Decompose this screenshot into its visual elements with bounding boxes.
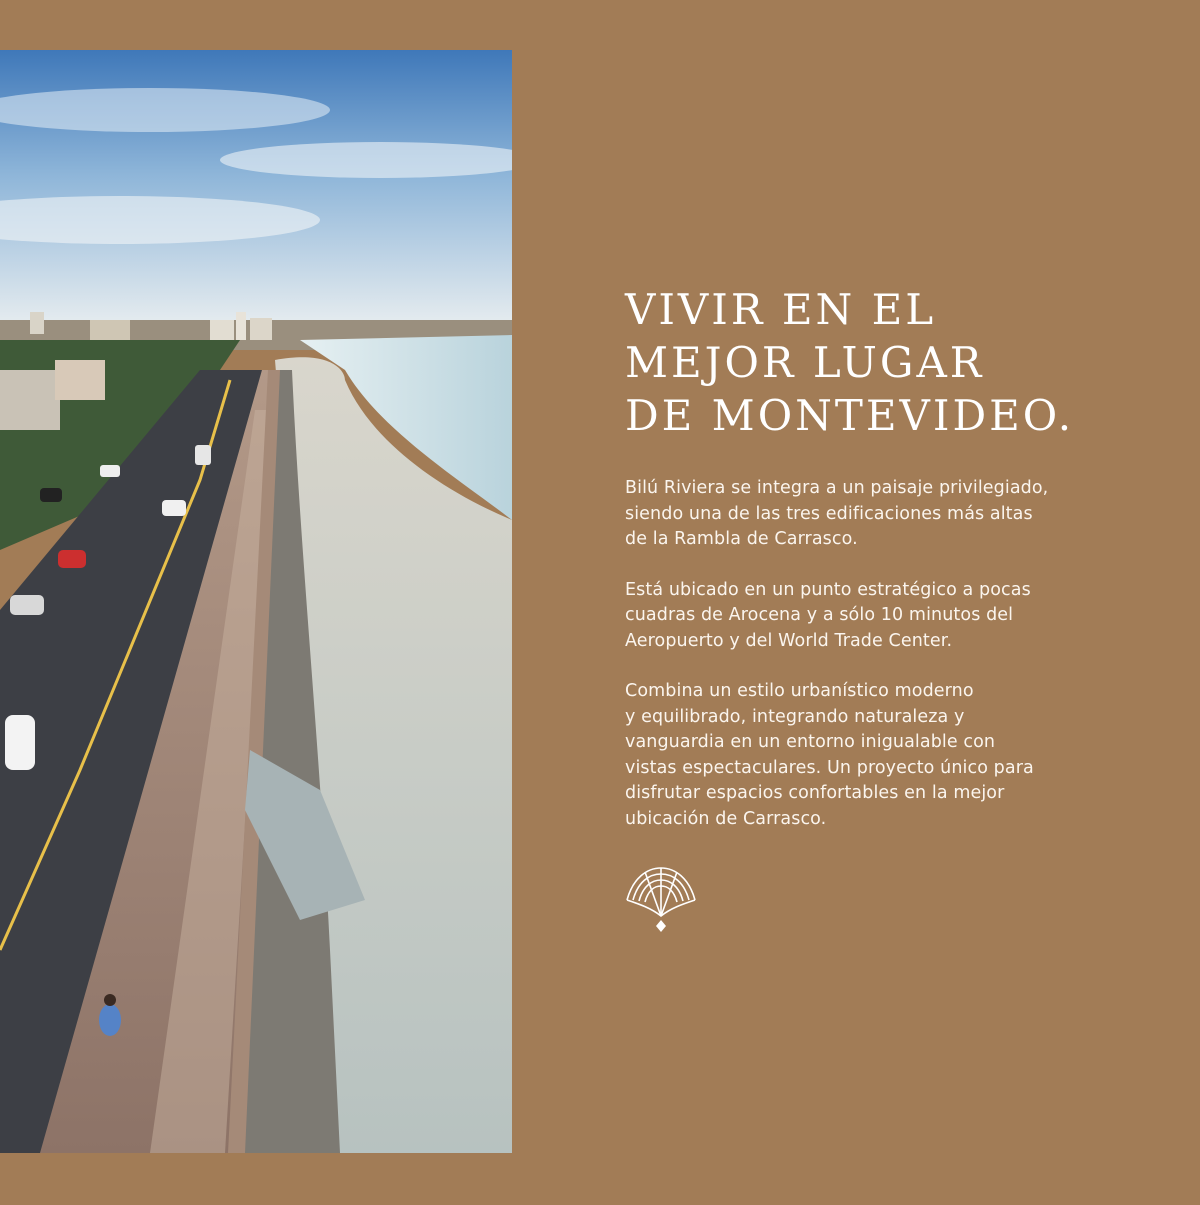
paragraph-line: Está ubicado en un punto estratégico a pocas (625, 579, 1031, 600)
headline-line: VIVIR EN EL (625, 285, 937, 334)
photo-illustration (0, 50, 512, 1153)
paragraph-line: cuadras de Arocena y a sólo 10 minutos del (625, 605, 1014, 625)
intro-paragraph (625, 476, 1105, 553)
headline-line: DE MONTEVIDEO. (625, 391, 1075, 440)
headline (625, 283, 1105, 442)
paragraph-line: siendo una de las tres edificaciones más altas (625, 503, 1033, 524)
aerial-rambla-photo (0, 50, 512, 1153)
paragraph-line: y equilibrado, integrando naturaleza y (625, 706, 965, 727)
style-paragraph (625, 679, 1105, 832)
paragraph-line: disfrutar espacios confortables en la mejor (625, 783, 1005, 803)
location-paragraph (625, 578, 1105, 655)
paragraph-line: Combina un estilo urbanístico moderno (625, 681, 974, 701)
headline-line: MEJOR LUGAR (625, 338, 985, 387)
paragraph-line: Aeropuerto y del World Trade Center. (625, 630, 953, 651)
shell-diamond-logo-icon (625, 864, 697, 934)
paragraph-line: Bilú Riviera se integra a un paisaje privilegiado, (625, 478, 1049, 498)
paragraph-line: de la Rambla de Carrasco. (625, 529, 858, 549)
paragraph-line: vanguardia en un entorno inigualable con (625, 732, 996, 752)
paragraph-line: vistas espectaculares. Un proyecto único para (625, 757, 1034, 778)
text-column (625, 283, 1105, 934)
paragraph-line: ubicación de Carrasco. (625, 808, 827, 829)
